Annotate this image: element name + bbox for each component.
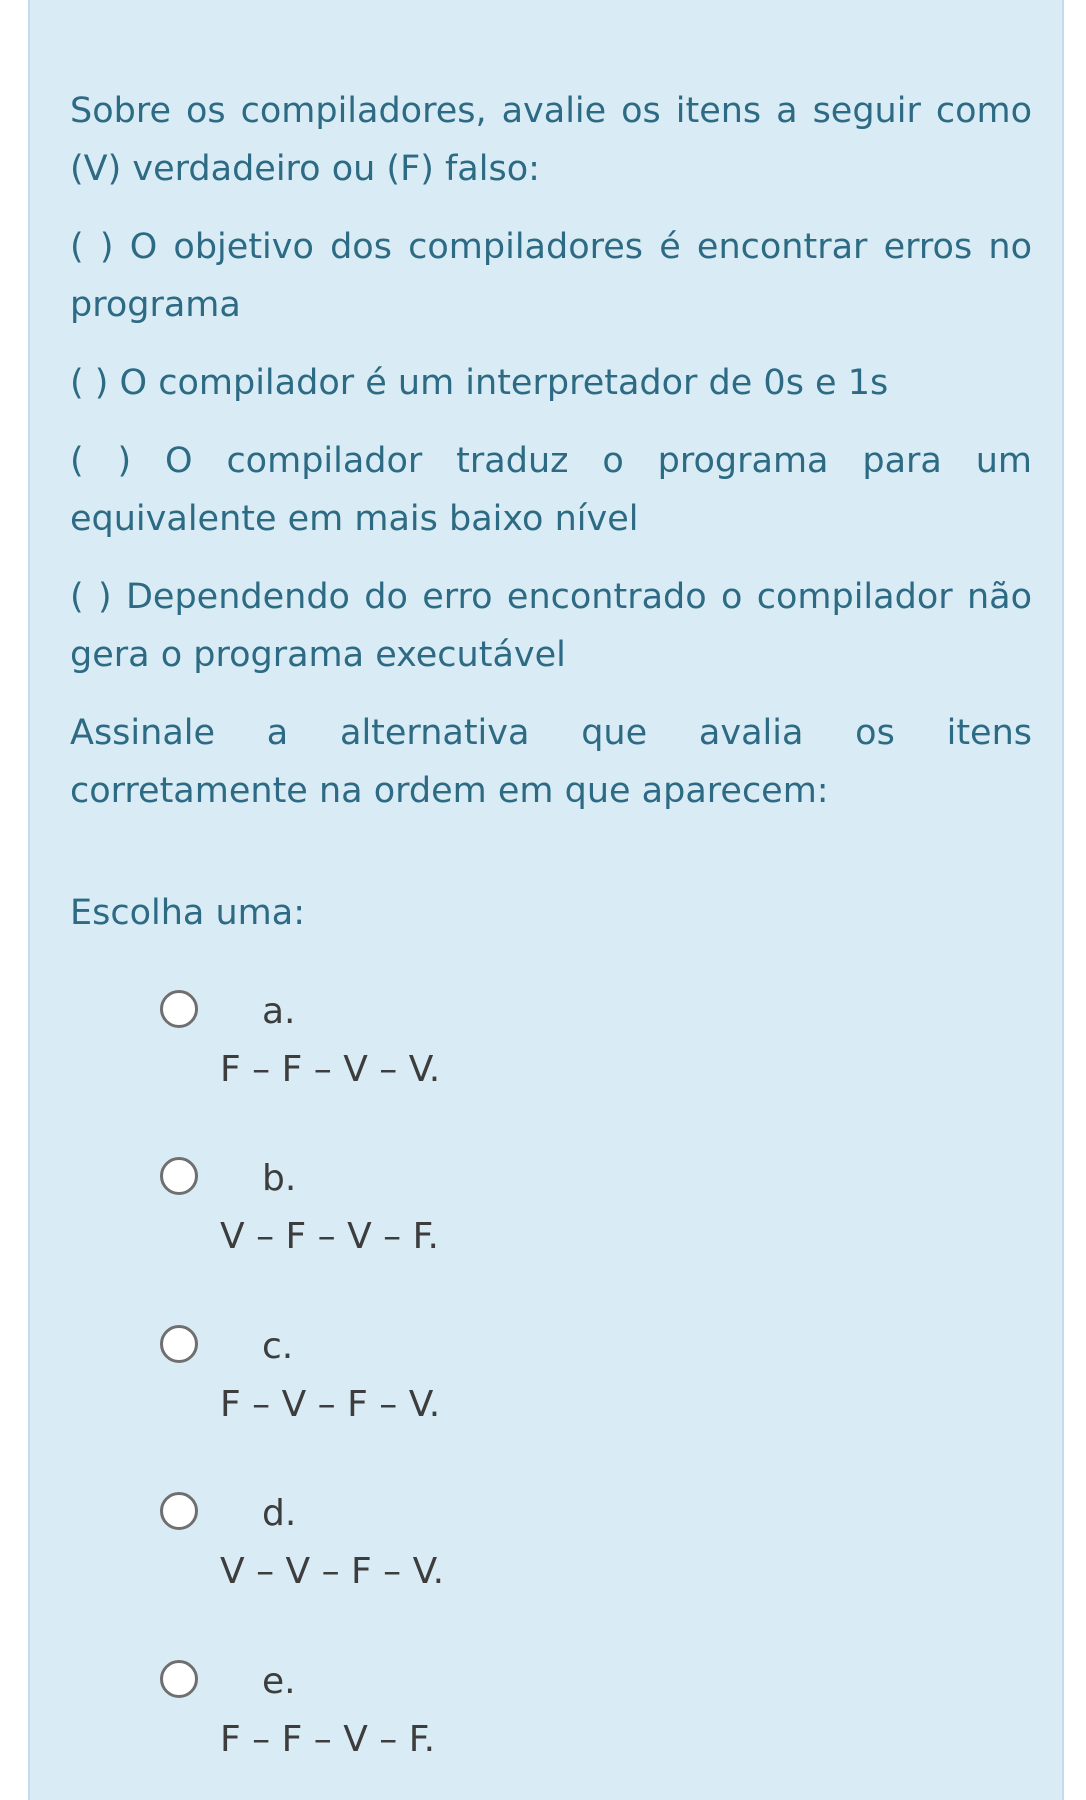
radio-option-b[interactable] — [160, 1157, 198, 1195]
question-instruction: Assinale a alternativa que avalia os itens corretamente na ordem em que aparecem: — [70, 713, 1032, 811]
statement-1: ( ) O objetivo dos compiladores é encontrar erros no programa — [70, 227, 1032, 325]
option-c[interactable] — [30, 1325, 1062, 1465]
radio-option-d[interactable] — [160, 1492, 198, 1530]
option-c-letter: c. — [262, 1326, 294, 1367]
question-text — [70, 82, 1032, 840]
option-d-text[interactable]: V – V – F – V. — [220, 1551, 445, 1592]
option-d[interactable] — [30, 1492, 1062, 1632]
option-d-letter: d. — [262, 1493, 297, 1534]
statement-2: ( ) O compilador é um interpretador de 0s e 1s — [70, 363, 889, 403]
option-b[interactable] — [30, 1157, 1062, 1297]
question-intro: Sobre os compiladores, avalie os itens a seguir como (V) verdadeiro ou (F) falso: — [70, 91, 1032, 189]
option-a-text[interactable]: F – F – V – V. — [220, 1049, 441, 1090]
option-b-text[interactable]: V – F – V – F. — [220, 1216, 439, 1257]
option-b-letter: b. — [262, 1158, 297, 1199]
choose-one-label: Escolha uma: — [70, 893, 306, 933]
radio-option-a[interactable] — [160, 990, 198, 1028]
option-e-letter: e. — [262, 1661, 296, 1702]
option-e-text[interactable]: F – F – V – F. — [220, 1719, 436, 1760]
question-panel — [28, 0, 1064, 1800]
radio-option-e[interactable] — [160, 1660, 198, 1698]
option-e[interactable] — [30, 1660, 1062, 1800]
statement-3: ( ) O compilador traduz o programa para um equivalente em mais baixo nível — [70, 441, 1032, 539]
radio-option-c[interactable] — [160, 1325, 198, 1363]
option-c-text[interactable]: F – V – F – V. — [220, 1384, 441, 1425]
option-a-letter: a. — [262, 991, 296, 1032]
statement-4: ( ) Dependendo do erro encontrado o compilador não gera o programa executável — [70, 577, 1032, 675]
option-a[interactable] — [30, 990, 1062, 1130]
